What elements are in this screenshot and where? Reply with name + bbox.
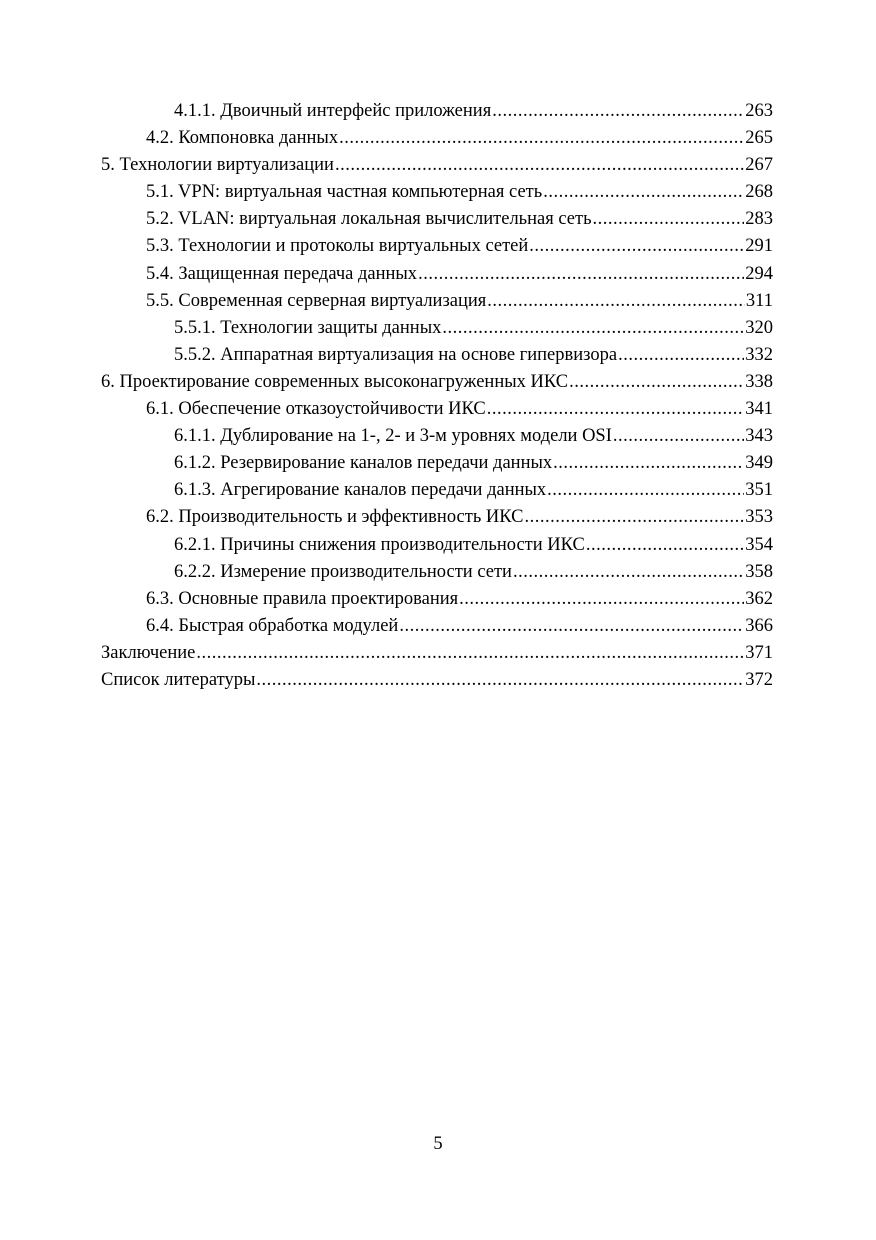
toc-entry-title: 6.3. Основные правила проектирования: [146, 588, 459, 609]
toc-entry-title: 5.5.2. Аппаратная виртуализация на основе гипервизора: [174, 344, 618, 365]
toc-entry[interactable]: [101, 640, 773, 667]
toc-entry-title: 6.4. Быстрая обработка модулей: [146, 615, 399, 636]
toc-entry-title: 6.1.1. Дублирование на 1-, 2- и 3-м уровнях модели OSI: [174, 426, 612, 447]
toc-entry[interactable]: [101, 477, 773, 504]
toc-entry[interactable]: [101, 396, 773, 423]
toc-dot-leader: [593, 206, 745, 233]
toc-entry-page: 332: [745, 344, 773, 365]
toc-entry-page: 265: [745, 128, 773, 149]
toc-dot-leader: [418, 261, 744, 288]
toc-entry-title: Заключение: [101, 642, 196, 663]
toc-entry-title: 6.2.1. Причины снижения производительности ИКС: [174, 534, 585, 555]
toc-entry-title: 5.5. Современная серверная виртуализация: [146, 290, 487, 311]
toc-entry-title: 5.4. Защищенная передача данных: [146, 263, 418, 284]
toc-entry-page: 362: [745, 588, 773, 609]
toc-entry-title: 6.1. Обеспечение отказоустойчивости ИКС: [146, 399, 486, 420]
toc-entry-page: 263: [745, 101, 773, 121]
toc-entry-page: 338: [745, 371, 773, 392]
toc-entry-title: 5.3. Технологии и протоколы виртуальных сетей: [146, 236, 529, 257]
toc-entry[interactable]: [101, 369, 773, 396]
toc-dot-leader: [569, 369, 744, 396]
toc-entry-title: 4.1.1. Двоичный интерфейс приложения: [174, 101, 492, 121]
toc-entry-page: 268: [745, 182, 773, 203]
toc-entry-title: 5.5.1. Технологии защиты данных: [174, 317, 442, 338]
toc-entry[interactable]: [101, 586, 773, 613]
toc-entry[interactable]: [101, 667, 773, 694]
toc-entry-title: 5. Технологии виртуализации: [101, 155, 334, 176]
toc-entry[interactable]: [101, 152, 773, 179]
toc-entry-title: 6.1.3. Агрегирование каналов передачи данных: [174, 480, 547, 501]
toc-dot-leader: [459, 586, 744, 613]
toc-entry[interactable]: [101, 613, 773, 640]
toc-entry-title: Список литературы: [101, 669, 256, 690]
toc-dot-leader: [586, 532, 744, 559]
toc-entry[interactable]: [101, 504, 773, 531]
toc-dot-leader: [524, 504, 744, 531]
toc-entry[interactable]: [101, 288, 773, 315]
toc-entry-page: 351: [745, 480, 773, 501]
toc-entry-page: 267: [745, 155, 773, 176]
toc-entry[interactable]: [101, 233, 773, 260]
toc-dot-leader: [335, 152, 744, 179]
toc-entry-title: 4.2. Компоновка данных: [146, 128, 339, 149]
toc-entry[interactable]: [101, 342, 773, 369]
toc-dot-leader: [492, 98, 744, 125]
page-number: 5: [433, 1134, 443, 1154]
toc-dot-leader: [513, 559, 744, 586]
toc-dot-leader: [487, 396, 745, 423]
toc-entry[interactable]: [101, 559, 773, 586]
toc-dot-leader: [256, 667, 744, 694]
toc-entry-title: 5.1. VPN: виртуальная частная компьютерная сеть: [146, 182, 543, 203]
toc-dot-leader: [487, 288, 745, 315]
toc-entry-page: 353: [745, 507, 773, 528]
toc-entry-page: 354: [745, 534, 773, 555]
toc-entry-page: 291: [745, 236, 773, 257]
toc-entry-page: 311: [745, 290, 773, 311]
toc-dot-leader: [553, 450, 744, 477]
toc-dot-leader: [618, 342, 744, 369]
toc-entry[interactable]: [101, 423, 773, 450]
toc-entry-page: 320: [745, 317, 773, 338]
toc-entry[interactable]: [101, 315, 773, 342]
toc-dot-leader: [543, 179, 744, 206]
toc-entry-page: 294: [745, 263, 773, 284]
toc-dot-leader: [399, 613, 744, 640]
toc-entry[interactable]: [101, 125, 773, 152]
toc-dot-leader: [339, 125, 744, 152]
toc-entry-page: 371: [745, 642, 773, 663]
toc-entry[interactable]: [101, 179, 773, 206]
toc-entry-page: 341: [745, 399, 773, 420]
toc-entry-title: 6.2.2. Измерение производительности сети: [174, 561, 512, 582]
toc-entry[interactable]: [101, 98, 773, 125]
toc-dot-leader: [442, 315, 744, 342]
toc-entry-title: 6.1.2. Резервирование каналов передачи данных: [174, 453, 553, 474]
toc-entry-page: 358: [745, 561, 773, 582]
toc-entry[interactable]: [101, 206, 773, 233]
toc-entry-page: 349: [745, 453, 773, 474]
toc-entry-page: 366: [745, 615, 773, 636]
toc-dot-leader: [547, 477, 744, 504]
toc-entry[interactable]: [101, 450, 773, 477]
toc-entry-page: 372: [745, 669, 773, 690]
toc-entry[interactable]: [101, 532, 773, 559]
table-of-contents: [101, 98, 773, 694]
toc-entry-title: 5.2. VLAN: виртуальная локальная вычислительная сеть: [146, 209, 592, 230]
toc-dot-leader: [196, 640, 744, 667]
toc-entry-page: 343: [745, 426, 773, 447]
toc-dot-leader: [529, 233, 744, 260]
toc-entry-page: 283: [745, 209, 773, 230]
toc-dot-leader: [613, 423, 744, 450]
toc-entry-title: 6. Проектирование современных высоконагруженных ИКС: [101, 371, 569, 392]
toc-entry[interactable]: [101, 261, 773, 288]
toc-entry-title: 6.2. Производительность и эффективность ИКС: [146, 507, 524, 528]
